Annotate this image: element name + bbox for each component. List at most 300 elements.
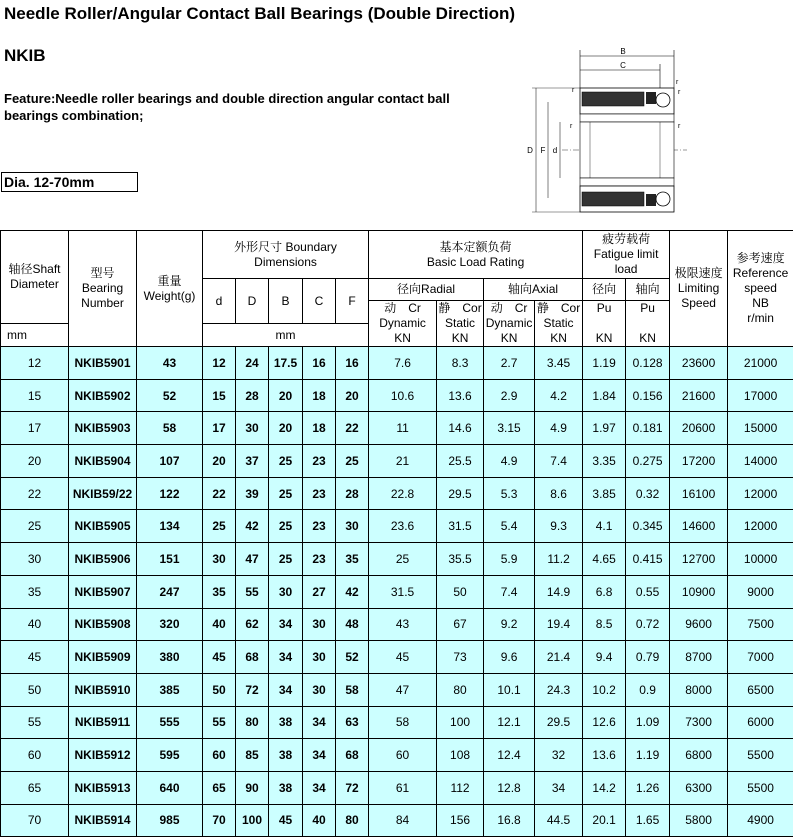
col-group-axial: 轴向Axial (484, 279, 583, 301)
table-cell: NKIB5904 (69, 445, 137, 478)
table-cell: 47 (236, 543, 269, 576)
table-cell: 1.09 (626, 706, 670, 739)
table-cell: 21 (369, 445, 437, 478)
table-cell: 25 (369, 543, 437, 576)
table-cell: 0.275 (626, 445, 670, 478)
label-r-4: r (570, 123, 573, 130)
table-cell: 42 (336, 575, 369, 608)
table-cell: 29.5 (437, 477, 484, 510)
table-cell: 58 (137, 412, 203, 445)
bearing-cross-section-drawing (522, 42, 692, 222)
col-weight: 重量 Weight(g) (137, 231, 203, 347)
table-cell: 8000 (670, 673, 728, 706)
table-cell: 9600 (670, 608, 728, 641)
table-cell: 14000 (728, 445, 793, 478)
table-cell: 11.2 (535, 543, 583, 576)
table-cell: 18 (303, 412, 336, 445)
table-cell: 70 (1, 804, 69, 837)
table-cell: 25 (203, 510, 236, 543)
table-cell: 85 (236, 739, 269, 772)
table-row (1, 510, 793, 543)
table-cell: 17 (1, 412, 69, 445)
table-cell: 985 (137, 804, 203, 837)
table-cell: 20 (203, 445, 236, 478)
table-cell: NKIB59/22 (69, 477, 137, 510)
table-cell: 55 (203, 706, 236, 739)
col-F: F (336, 279, 369, 324)
table-cell: 62 (236, 608, 269, 641)
table-cell: 21.4 (535, 641, 583, 674)
table-cell: 55 (1, 706, 69, 739)
table-cell: 40 (203, 608, 236, 641)
col-axial-dynamic: 动 Cr Dynamic KN (484, 301, 535, 347)
table-cell: 23 (303, 543, 336, 576)
label-r-1: r (676, 79, 679, 86)
table-cell: 6300 (670, 771, 728, 804)
table-cell: 2.9 (484, 379, 535, 412)
table-cell: 35 (1, 575, 69, 608)
table-cell: 38 (269, 739, 303, 772)
col-d: d (203, 279, 236, 324)
label-r-2: r (572, 87, 575, 94)
table-cell: 60 (203, 739, 236, 772)
table-cell: 385 (137, 673, 203, 706)
table-cell: 2.7 (484, 347, 535, 380)
diameter-range-box: Dia. 12-70mm (1, 172, 138, 192)
table-cell: 30 (269, 575, 303, 608)
col-reference-speed: 参考速度 Reference speed NB r/min (728, 231, 793, 347)
table-cell: 9.6 (484, 641, 535, 674)
table-cell: 6500 (728, 673, 793, 706)
table-cell: 100 (236, 804, 269, 837)
table-cell: 15000 (728, 412, 793, 445)
table-cell: 16 (303, 347, 336, 380)
col-radial-dynamic: 动 Cr Dynamic KN (369, 301, 437, 347)
table-cell: 80 (437, 673, 484, 706)
table-cell: 25 (1, 510, 69, 543)
table-cell: 55 (236, 575, 269, 608)
table-cell: 23 (303, 445, 336, 478)
col-limiting-speed: 极限速度 Limiting Speed (670, 231, 728, 347)
table-cell: 22 (1, 477, 69, 510)
table-cell: 25 (269, 543, 303, 576)
table-cell: 50 (203, 673, 236, 706)
label-d: d (552, 146, 558, 155)
table-cell: 29.5 (535, 706, 583, 739)
table-row (1, 608, 793, 641)
table-cell: 5.3 (484, 477, 535, 510)
table-cell: 10000 (728, 543, 793, 576)
table-cell: 35 (203, 575, 236, 608)
table-cell: 45 (203, 641, 236, 674)
table-cell: 24 (236, 347, 269, 380)
table-cell: 80 (236, 706, 269, 739)
col-group-fatigue-limit: 疲劳载荷 Fatigue limit load (583, 231, 670, 279)
table-cell: 32 (535, 739, 583, 772)
table-row (1, 445, 793, 478)
table-cell: 28 (336, 477, 369, 510)
table-cell: 70 (203, 804, 236, 837)
table-cell: 10.1 (484, 673, 535, 706)
label-D: D (527, 146, 533, 155)
table-cell: 34 (303, 739, 336, 772)
table-cell: 7.6 (369, 347, 437, 380)
table-cell: 640 (137, 771, 203, 804)
table-cell: 100 (437, 706, 484, 739)
table-cell: 8.5 (583, 608, 626, 641)
table-cell: NKIB5914 (69, 804, 137, 837)
table-cell: 107 (137, 445, 203, 478)
table-cell: 25.5 (437, 445, 484, 478)
table-cell: 151 (137, 543, 203, 576)
table-cell: 12000 (728, 510, 793, 543)
table-cell: 43 (369, 608, 437, 641)
table-row (1, 673, 793, 706)
col-bearing-number: 型号 Bearing Number (69, 231, 137, 347)
table-cell: 67 (437, 608, 484, 641)
table-cell: 60 (1, 739, 69, 772)
table-cell: 7.4 (535, 445, 583, 478)
table-cell: 10900 (670, 575, 728, 608)
table-cell: 4.9 (535, 412, 583, 445)
table-cell: 595 (137, 739, 203, 772)
table-cell: 0.79 (626, 641, 670, 674)
table-cell: 15 (203, 379, 236, 412)
table-row (1, 641, 793, 674)
table-cell: 34 (269, 608, 303, 641)
table-cell: NKIB5909 (69, 641, 137, 674)
table-cell: 27 (303, 575, 336, 608)
table-cell: 320 (137, 608, 203, 641)
table-cell: 40 (303, 804, 336, 837)
table-cell: 11 (369, 412, 437, 445)
table-cell: 42 (236, 510, 269, 543)
table-cell: 156 (437, 804, 484, 837)
table-cell: 12.1 (484, 706, 535, 739)
table-cell: 10.2 (583, 673, 626, 706)
col-axial-static: 静 Cor Static KN (535, 301, 583, 347)
table-cell: 247 (137, 575, 203, 608)
table-cell: 555 (137, 706, 203, 739)
table-cell: NKIB5913 (69, 771, 137, 804)
col-D: D (236, 279, 269, 324)
table-cell: 52 (137, 379, 203, 412)
table-cell: 63 (336, 706, 369, 739)
header-area (0, 0, 793, 230)
table-cell: 7.4 (484, 575, 535, 608)
table-cell: 30 (303, 673, 336, 706)
table-cell: NKIB5912 (69, 739, 137, 772)
table-cell: 12 (203, 347, 236, 380)
table-cell: 24.3 (535, 673, 583, 706)
feature-text: Feature:Needle roller bearings and double direction angular contact ball bearings combination; (4, 91, 450, 123)
unit-dimensions-mm: mm (203, 324, 369, 347)
label-C: C (620, 61, 626, 70)
table-cell: 28 (236, 379, 269, 412)
table-cell: 14.9 (535, 575, 583, 608)
table-cell: 45 (1, 641, 69, 674)
table-cell: 30 (303, 641, 336, 674)
table-cell: 23 (303, 510, 336, 543)
table-header (1, 231, 793, 347)
table-cell: 20 (1, 445, 69, 478)
table-cell: 73 (437, 641, 484, 674)
table-cell: 122 (137, 477, 203, 510)
table-cell: NKIB5905 (69, 510, 137, 543)
table-cell: 43 (137, 347, 203, 380)
col-pu-radial: Pu KN (583, 301, 626, 347)
table-cell: 0.9 (626, 673, 670, 706)
table-row (1, 575, 793, 608)
table-cell: 23 (303, 477, 336, 510)
table-cell: 50 (437, 575, 484, 608)
table-cell: 17.5 (269, 347, 303, 380)
table-cell: 1.84 (583, 379, 626, 412)
table-cell: 30 (236, 412, 269, 445)
table-cell: 45 (369, 641, 437, 674)
col-shaft-diameter: 轴径Shaft Diameter (1, 231, 69, 324)
table-cell: 60 (369, 739, 437, 772)
table-cell: 68 (236, 641, 269, 674)
table-cell: 0.72 (626, 608, 670, 641)
series-code: NKIB (4, 46, 46, 65)
table-cell: 58 (336, 673, 369, 706)
table-cell: 5500 (728, 739, 793, 772)
table-cell: 8.3 (437, 347, 484, 380)
table-cell: 12000 (728, 477, 793, 510)
table-cell: 30 (203, 543, 236, 576)
table-cell: 112 (437, 771, 484, 804)
table-cell: 39 (236, 477, 269, 510)
table-body (1, 347, 793, 837)
table-cell: 40 (1, 608, 69, 641)
table-cell: 5.4 (484, 510, 535, 543)
label-r-3: r (678, 89, 681, 96)
table-cell: 14.2 (583, 771, 626, 804)
col-group-basic-load-rating: 基本定额负荷 Basic Load Rating (369, 231, 583, 279)
table-cell: 8.6 (535, 477, 583, 510)
table-cell: 34 (535, 771, 583, 804)
table-cell: 380 (137, 641, 203, 674)
label-B: B (620, 47, 626, 56)
col-group-radial: 径向Radial (369, 279, 484, 301)
table-cell: 25 (269, 510, 303, 543)
table-row (1, 804, 793, 837)
table-cell: 1.26 (626, 771, 670, 804)
table-cell: NKIB5910 (69, 673, 137, 706)
table-cell: 13.6 (583, 739, 626, 772)
table-cell: NKIB5911 (69, 706, 137, 739)
table-cell: 7000 (728, 641, 793, 674)
table-cell: 20 (269, 379, 303, 412)
table-cell: 25 (269, 477, 303, 510)
table-cell: 12700 (670, 543, 728, 576)
table-cell: 7300 (670, 706, 728, 739)
table-cell: 31.5 (437, 510, 484, 543)
col-pu-axial: Pu KN (626, 301, 670, 347)
table-cell: 9.3 (535, 510, 583, 543)
table-cell: 5.9 (484, 543, 535, 576)
table-cell: 35.5 (437, 543, 484, 576)
table-cell: 12.6 (583, 706, 626, 739)
table-cell: 44.5 (535, 804, 583, 837)
label-F: F (540, 146, 546, 155)
table-cell: 6000 (728, 706, 793, 739)
table-cell: 0.55 (626, 575, 670, 608)
table-cell: 14.6 (437, 412, 484, 445)
table-cell: 1.97 (583, 412, 626, 445)
table-cell: 3.35 (583, 445, 626, 478)
table-row (1, 379, 793, 412)
table-cell: NKIB5906 (69, 543, 137, 576)
table-cell: 72 (336, 771, 369, 804)
table-cell: 52 (336, 641, 369, 674)
table-cell: 25 (336, 445, 369, 478)
table-cell: NKIB5907 (69, 575, 137, 608)
table-cell: 12 (1, 347, 69, 380)
table-cell: 23600 (670, 347, 728, 380)
table-cell: 14600 (670, 510, 728, 543)
table-cell: 17 (203, 412, 236, 445)
table-cell: 20 (269, 412, 303, 445)
table-cell: 12.8 (484, 771, 535, 804)
table-cell: 134 (137, 510, 203, 543)
table-cell: 6.8 (583, 575, 626, 608)
table-cell: 4900 (728, 804, 793, 837)
table-cell: 4.65 (583, 543, 626, 576)
table-cell: 30 (303, 608, 336, 641)
table-cell: 38 (269, 706, 303, 739)
table-cell: 19.4 (535, 608, 583, 641)
table-cell: 0.415 (626, 543, 670, 576)
table-cell: 13.6 (437, 379, 484, 412)
bearing-spec-table (0, 230, 793, 837)
unit-shaft-mm: mm (1, 324, 69, 347)
table-cell: 16 (336, 347, 369, 380)
table-cell: NKIB5908 (69, 608, 137, 641)
table-cell: 4.2 (535, 379, 583, 412)
table-cell: 65 (1, 771, 69, 804)
col-fatigue-radial: 径向 (583, 279, 626, 301)
table-cell: 34 (269, 673, 303, 706)
table-cell: 68 (336, 739, 369, 772)
table-cell: 50 (1, 673, 69, 706)
table-cell: 7500 (728, 608, 793, 641)
table-cell: 20 (336, 379, 369, 412)
table-cell: NKIB5903 (69, 412, 137, 445)
table-cell: 22 (203, 477, 236, 510)
table-cell: 3.85 (583, 477, 626, 510)
table-cell: 10.6 (369, 379, 437, 412)
table-cell: 34 (303, 706, 336, 739)
table-cell: 21000 (728, 347, 793, 380)
table-cell: 4.1 (583, 510, 626, 543)
table-cell: 0.156 (626, 379, 670, 412)
table-cell: 6800 (670, 739, 728, 772)
table-cell: 22 (336, 412, 369, 445)
table-cell: 20600 (670, 412, 728, 445)
table-cell: 25 (269, 445, 303, 478)
table-cell: 9.2 (484, 608, 535, 641)
table-cell: 21600 (670, 379, 728, 412)
table-cell: 0.345 (626, 510, 670, 543)
table-cell: 34 (269, 641, 303, 674)
table-cell: 9.4 (583, 641, 626, 674)
table-cell: 84 (369, 804, 437, 837)
table-cell: 17200 (670, 445, 728, 478)
table-cell: 8700 (670, 641, 728, 674)
table-cell: 0.128 (626, 347, 670, 380)
label-r-5: r (678, 123, 681, 130)
col-C: C (303, 279, 336, 324)
table-row (1, 706, 793, 739)
table-cell: 16100 (670, 477, 728, 510)
table-cell: 1.19 (583, 347, 626, 380)
table-cell: 23.6 (369, 510, 437, 543)
table-cell: 90 (236, 771, 269, 804)
table-cell: NKIB5901 (69, 347, 137, 380)
table-cell: 16.8 (484, 804, 535, 837)
table-row (1, 543, 793, 576)
table-row (1, 347, 793, 380)
table-row (1, 739, 793, 772)
table-cell: 31.5 (369, 575, 437, 608)
table-cell: 3.45 (535, 347, 583, 380)
table-cell: 35 (336, 543, 369, 576)
table-cell: 0.32 (626, 477, 670, 510)
table-cell: 0.181 (626, 412, 670, 445)
table-cell: 22.8 (369, 477, 437, 510)
table-cell: 58 (369, 706, 437, 739)
table-row (1, 477, 793, 510)
col-group-boundary-dimensions: 外形尺寸 Boundary Dimensions (203, 231, 369, 279)
table-cell: 20.1 (583, 804, 626, 837)
table-cell: NKIB5902 (69, 379, 137, 412)
table-cell: 5800 (670, 804, 728, 837)
table-cell: 17000 (728, 379, 793, 412)
table-row (1, 412, 793, 445)
table-cell: 47 (369, 673, 437, 706)
table-cell: 15 (1, 379, 69, 412)
table-cell: 30 (336, 510, 369, 543)
table-cell: 38 (269, 771, 303, 804)
table-cell: 9000 (728, 575, 793, 608)
bearing-drawing-svg (522, 42, 692, 222)
table-cell: 34 (303, 771, 336, 804)
table-cell: 45 (269, 804, 303, 837)
col-B: B (269, 279, 303, 324)
table-cell: 65 (203, 771, 236, 804)
table-cell: 30 (1, 543, 69, 576)
table-cell: 48 (336, 608, 369, 641)
table-cell: 1.19 (626, 739, 670, 772)
table-row (1, 771, 793, 804)
page-title: Needle Roller/Angular Contact Ball Bearings (Double Direction) (4, 4, 516, 23)
table-cell: 80 (336, 804, 369, 837)
table-cell: 5500 (728, 771, 793, 804)
table-cell: 72 (236, 673, 269, 706)
table-cell: 3.15 (484, 412, 535, 445)
col-fatigue-axial: 轴向 (626, 279, 670, 301)
table-cell: 108 (437, 739, 484, 772)
table-cell: 1.65 (626, 804, 670, 837)
table-cell: 61 (369, 771, 437, 804)
table-cell: 4.9 (484, 445, 535, 478)
table-cell: 37 (236, 445, 269, 478)
table-cell: 18 (303, 379, 336, 412)
table-cell: 12.4 (484, 739, 535, 772)
col-radial-static: 静 Cor Static KN (438, 301, 482, 345)
